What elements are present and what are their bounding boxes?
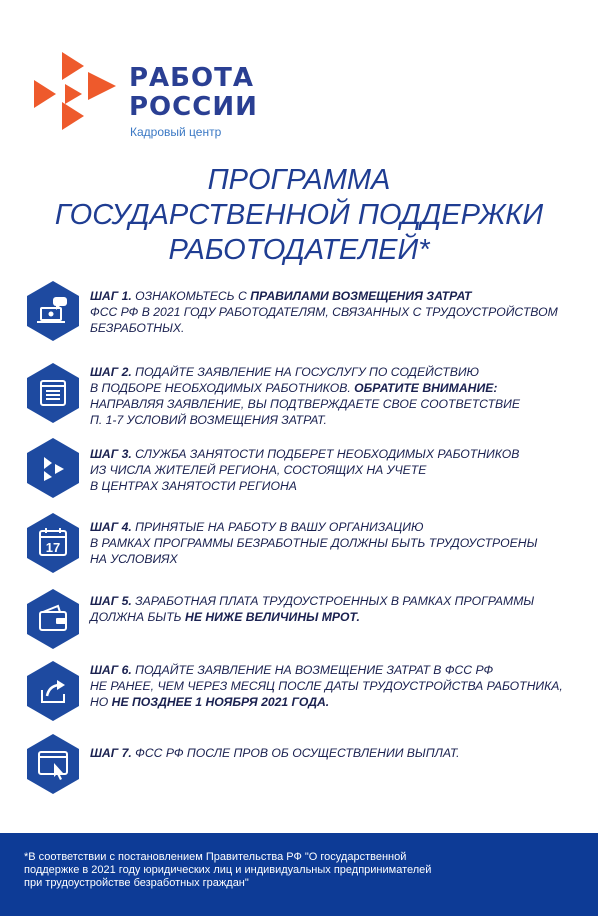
footnote-line: при трудоустройстве безработных граждан" <box>24 877 249 889</box>
step-text-line: НА УСЛОВИЯХ <box>90 552 178 566</box>
step-text-line: БЕЗРАБОТНЫХ. <box>90 321 185 335</box>
step-label: ШАГ 3. <box>90 447 132 461</box>
step-text-segment: ЗАРАБОТНАЯ ПЛАТА ТРУДОУСТРОЕННЫХ В РАМКАХ ПРОГРАММЫ <box>131 594 535 608</box>
calendar-day-number: 17 <box>45 540 61 555</box>
step-text-line: НАПРАВЛЯЯ ЗАЯВЛЕНИЕ, ВЫ ПОДТВЕРЖДАЕТЕ СВОЕ СООТВЕТСТВИЕ <box>90 397 520 411</box>
footer-band <box>0 833 598 916</box>
brand-line-2: РОССИИ <box>129 92 258 122</box>
step-emphasis: НЕ ПОЗДНЕЕ 1 НОЯБРЯ 2021 ГОДА. <box>111 695 330 709</box>
step-text-segment: ФСС РФ ПОСЛЕ ПРОВ ОБ ОСУЩЕСТВЛЕНИИ ВЫПЛАТ. <box>131 746 460 760</box>
page-title-line-2: ГОСУДАРСТВЕННОЙ ПОДДЕРЖКИ <box>54 199 544 231</box>
step-1-text <box>90 288 580 336</box>
footnote-line: поддержке в 2021 году юридических лиц и индивидуальных предпринимателей <box>24 864 432 876</box>
footnote <box>24 851 544 890</box>
share-upload-icon <box>22 660 84 722</box>
step-6-text <box>90 662 580 710</box>
browser-click-icon <box>22 733 84 795</box>
step-5-text <box>90 593 580 625</box>
step-text-line: В РАМКАХ ПРОГРАММЫ БЕЗРАБОТНЫЕ ДОЛЖНЫ БЫТЬ ТРУДОУСТРОЕНЫ <box>90 536 538 550</box>
step-text-line: НЕ РАНЕЕ, ЧЕМ ЧЕРЕЗ МЕСЯЦ ПОСЛЕ ДАТЫ ТРУДОУСТРОЙСТВА РАБОТНИКА, <box>90 679 563 693</box>
step-text-segment: ПОДАЙТЕ ЗАЯВЛЕНИЕ НА ВОЗМЕЩЕНИЕ ЗАТРАТ В ФСС РФ <box>131 663 494 677</box>
rabota-rossii-logo-icon <box>32 50 120 140</box>
step-text-segment: ДОЛЖНА БЫТЬ <box>90 610 186 624</box>
step-text-segment: ПОДАЙТЕ ЗАЯВЛЕНИЕ НА ГОСУСЛУГУ ПО СОДЕЙСТВИЮ <box>131 365 480 379</box>
brand-line-1: РАБОТА <box>129 63 254 93</box>
step-emphasis: ОБРАТИТЕ ВНИМАНИЕ: <box>354 381 498 395</box>
brand-subtitle: Кадровый центр <box>130 125 222 139</box>
step-text-segment: В ПОДБОРЕ НЕОБХОДИМЫХ РАБОТНИКОВ. <box>90 381 355 395</box>
step-text-line: П. 1-7 УСЛОВИЙ ВОЗМЕЩЕНИЯ ЗАТРАТ. <box>90 413 327 427</box>
arrows-converge-icon <box>22 437 84 499</box>
step-label: ШАГ 6. <box>90 663 132 677</box>
wallet-icon <box>22 588 84 650</box>
step-3-text <box>90 446 580 494</box>
step-text-line: ИЗ ЧИСЛА ЖИТЕЛЕЙ РЕГИОНА, СОСТОЯЩИХ НА УЧЕТЕ <box>90 463 427 477</box>
step-text-segment: СЛУЖБА ЗАНЯТОСТИ ПОДБЕРЕТ НЕОБХОДИМЫХ РАБОТНИКОВ <box>131 447 520 461</box>
step-label: ШАГ 5. <box>90 594 132 608</box>
step-label: ШАГ 1. <box>90 289 132 303</box>
step-label: ШАГ 2. <box>90 365 132 379</box>
step-text-segment: ПРИНЯТЫЕ НА РАБОТУ В ВАШУ ОРГАНИЗАЦИЮ <box>131 520 424 534</box>
step-label: ШАГ 4. <box>90 520 132 534</box>
footnote-line: *В соответствии с постановлением Правительства РФ "О государственной <box>24 851 407 863</box>
step-7-text <box>90 745 580 761</box>
page-title-line-1: ПРОГРАММА <box>207 164 391 196</box>
step-emphasis: НЕ НИЖЕ ВЕЛИЧИНЫ МРОТ. <box>185 610 360 624</box>
step-text-line: ФСС РФ В 2021 ГОДУ РАБОТОДАТЕЛЯМ, СВЯЗАННЫХ С ТРУДОУСТРОЙСТВОМ <box>90 305 558 319</box>
step-2-text <box>90 364 580 428</box>
step-text-segment: ОЗНАКОМЬТЕСЬ С <box>131 289 251 303</box>
calendar-icon <box>22 512 84 574</box>
laptop-chat-icon <box>22 280 84 342</box>
step-text-segment: НО <box>90 695 112 709</box>
page-title-line-3: РАБОТОДАТЕЛЕЙ* <box>168 234 430 266</box>
step-label: ШАГ 7. <box>90 746 132 760</box>
step-text-line: В ЦЕНТРАХ ЗАНЯТОСТИ РЕГИОНА <box>90 479 297 493</box>
logo <box>32 50 262 150</box>
document-list-icon <box>22 362 84 424</box>
step-emphasis: ПРАВИЛАМИ ВОЗМЕЩЕНИЯ ЗАТРАТ <box>250 289 472 303</box>
step-4-text <box>90 519 580 567</box>
